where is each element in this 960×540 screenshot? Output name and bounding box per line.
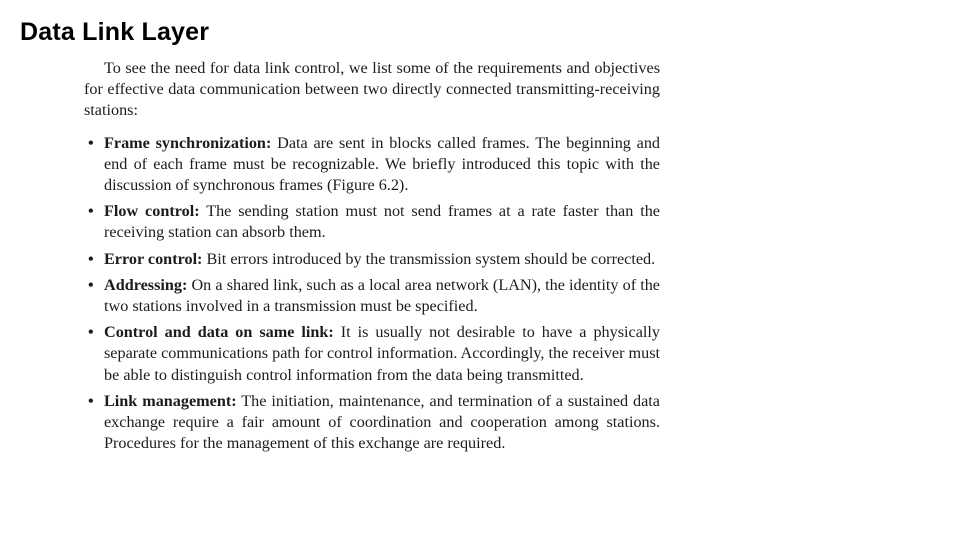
list-item-control-and-data <box>84 322 660 386</box>
item-text: Data are sent in blocks called frames. The beginning and end of each frame must be recognizable. We briefly introduced this topic with the discussion of synchronous frames (Figure 6.2). <box>104 133 661 195</box>
item-text: It is usually not desirable to have a physically separate communications path for control information. Accordingly, the receiver must be able to distinguish control information from the data being transmitted. <box>104 323 661 384</box>
intro-paragraph: To see the need for data link control, we list some of the requirements and objectives for effective data communication between two directly connected transmitting-receiving stations: <box>84 59 660 120</box>
item-term: Control and data on same link: <box>104 323 334 342</box>
item-term: Link management: <box>104 391 237 410</box>
item-text: The sending station must not send frames at a rate faster than the receiving station can absorb them. <box>104 202 660 242</box>
item-term: Error control: <box>104 249 203 268</box>
bullet-icon: • <box>88 133 94 152</box>
bullet-icon: • <box>88 275 94 294</box>
item-term: Flow control: <box>104 202 200 221</box>
bullet-icon: • <box>88 323 94 342</box>
list-item-frame-synchronization <box>84 133 660 197</box>
item-term: Frame synchronization: <box>104 133 272 152</box>
bullet-icon: • <box>88 202 94 221</box>
item-term: Addressing: <box>104 275 188 294</box>
slide-title: Data Link Layer <box>20 18 210 46</box>
requirements-list <box>84 133 660 455</box>
scanned-text-block <box>84 58 660 459</box>
bullet-icon: • <box>88 249 94 268</box>
item-text: The initiation, maintenance, and termination of a sustained data exchange require a fair amount of coordination and cooperation among stations. Procedures for the management of this exchange are required. <box>104 391 660 453</box>
item-text: Bit errors introduced by the transmission system should be corrected. <box>206 249 656 268</box>
list-item-flow-control <box>84 201 660 243</box>
bullet-icon: • <box>88 391 94 410</box>
item-text: On a shared link, such as a local area network (LAN), the identity of the two stations involved in a transmission must be specified. <box>104 275 660 316</box>
list-item-link-management <box>84 391 660 455</box>
list-item-error-control <box>84 249 660 270</box>
list-item-addressing <box>84 275 660 317</box>
